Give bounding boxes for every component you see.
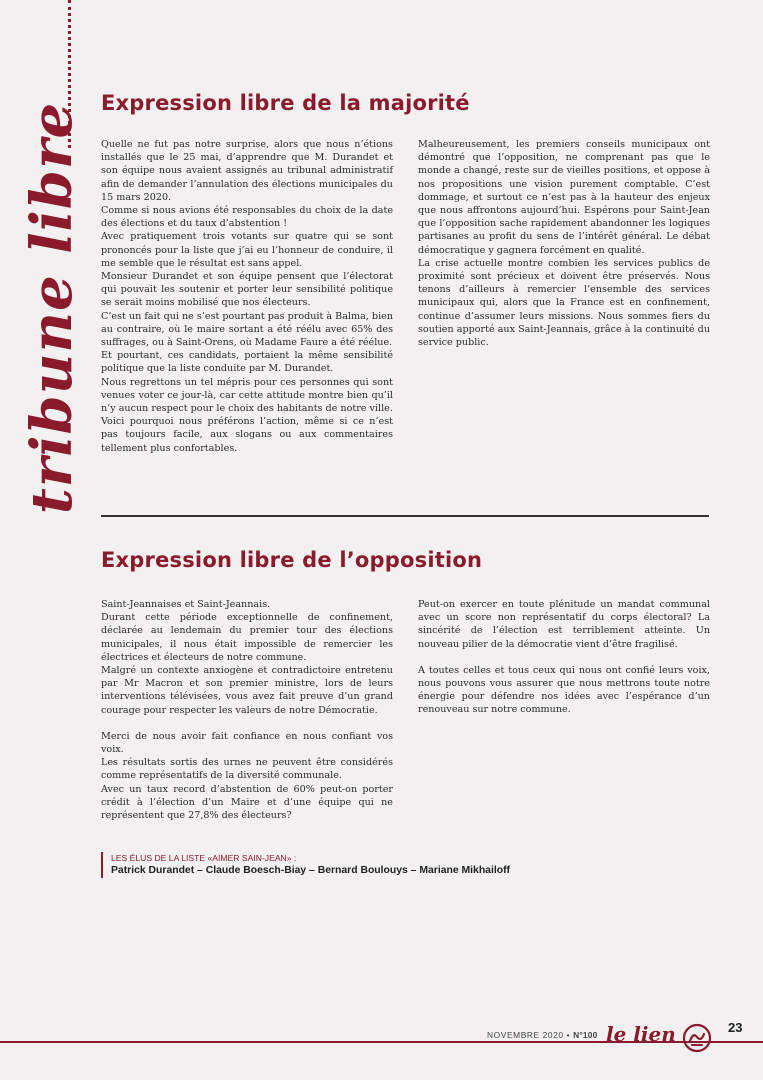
signatories-label: LES ÉLUS DE LA LISTE «AIMER SAIN-JEAN» : [111,853,297,863]
issue-info [487,1030,598,1040]
le-lien-logo-icon [682,1023,712,1053]
brand [606,1022,714,1056]
paragraph: Peut-on exercer en toute plénitude un mandat communal avec un score non représentatif du corps électoral? La sincérité de l’élection est terriblement atteinte. Un nouveau pilier de la démocratie vient d’être fragilisé. [418,599,710,650]
paragraph: Saint-Jeannaises et Saint-Jeannais. [101,599,271,610]
majority-title: Expression libre de la majorité [101,91,470,115]
issue-date: NOVEMBRE 2020 [487,1030,564,1040]
paragraph: Avec un taux record d’abstention de 60% peut-on porter crédit à l’élection d’un Maire et d’une équipe qui ne représentent que 27,8% des électeurs? [101,783,393,822]
paragraph: C’est un fait qui ne s’est pourtant pas produit à Balma, bien au contraire, où le maire sortant a été réélu avec 65% des suffrages, ou à Saint-Orens, où Madame Faure a été réélue. [101,310,393,349]
issue-number: N°100 [573,1030,598,1040]
paragraph: Nous regrettons un tel mépris pour ces personnes qui sont venues voter ce jour-là, car cette attitude montre bien qu’il n’y aucun respect pour le choix des habitants de notre ville. [101,376,393,415]
paragraph: Avec pratiquement trois votants sur quatre qui se sont prononcés pour la liste que j’ai eu l’honneur de conduire, il me semble que le résultat est sans appel. [101,231,393,269]
paragraph: Et pourtant, ces candidats, portaient la même sensibilité politique que la liste conduite par M. Durandet. [101,350,393,375]
paragraph: Comme si nous avions été responsables du choix de la date des élections et du taux d’abstention ! [101,205,393,230]
paragraph: Les résultats sortis des urnes ne peuvent être considérés comme représentatifs de la diversité communale. [101,757,393,782]
signatories [101,852,510,878]
majority-left-column [101,138,393,455]
brand-name: le lien [606,1022,676,1046]
page-footer [0,1014,763,1080]
paragraph: Merci de nous avoir fait confiance en nous confiant vos voix. [101,730,393,756]
majority-right-column [418,138,710,349]
paragraph: Malheureusement, les premiers conseils municipaux ont démontré que l’opposition, ne comprenant pas que le monde a changé, reste sur de vieilles positions, et oppose à nos propositions une vision purement comptable. C’est dommage, et surtout ce n’est pas à la hauteur des enjeux que nous affrontons aujourd’hui. Espérons pour Saint-Jean que l’opposition sache rapidement abandonner les logiques partisanes au profit du sens de l’intérêt général. Le débat démocratique y gagnera forcément en qualité. [418,139,710,256]
paragraph: Durant cette période exceptionnelle de confinement, déclarée au lendemain du premier tour des élections municipales, il nous était impossible de remercier les électrices et électeurs de notre commune. [101,612,393,663]
opposition-left-column [101,598,393,822]
signatories-names: Patrick Durandet – Claude Boesch-Biay – Bernard Boulouys – Mariane Mikhailoff [111,865,510,876]
paragraph: Quelle ne fut pas notre surprise, alors que nous n’étions installés que le 25 mai, d’apprendre que M. Durandet et son équipe nous avaient assignés au tribunal administratif afin de demander l’annulation des élections municipales du 15 mars 2020. [101,139,393,203]
side-title [19,0,86,515]
paragraph: Monsieur Durandet et son équipe pensent que l’électorat qui pouvait les soutenir et porter leur sensibilité politique se serait moins mobilisé que nos électeurs. [101,271,393,309]
side-title-text: tribune libre [19,101,86,515]
section-divider [101,515,709,517]
paragraph: A toutes celles et tous ceux qui nous ont confié leurs voix, nous pouvons vous assurer que nous mettrons toute notre énergie pour défendre nos idées avec l’espérance d’un renouveau sur notre commune. [418,664,710,716]
page-number: 23 [728,1020,743,1035]
paragraph: Voici pourquoi nous préférons l’action, même si ce n’est pas toujours facile, aux slogans ou aux commentaires tellement plus confortables. [101,416,393,454]
issue-separator: • [566,1030,571,1040]
paragraph: La crise actuelle montre combien les services publics de proximité sont précieux et doivent être préservés. Nous tenons d’ailleurs à remercier l’ensemble des services municipaux qui, alors que la France est en confinement, continue d’assumer leurs missions. Nous sommes fiers du soutien apporté aux Saint-Jeannais, grâce à la continuité du service public. [418,257,710,349]
opposition-title: Expression libre de l’opposition [101,548,483,572]
paragraph: Malgré un contexte anxiogène et contradictoire entretenu par Mr Macron et son premier ministre, lors de leurs interventions télévisées, vous avez fait preuve d’un grand courage pour respecter les valeurs de notre Démocratie. [101,665,393,716]
opposition-right-column [418,598,710,717]
